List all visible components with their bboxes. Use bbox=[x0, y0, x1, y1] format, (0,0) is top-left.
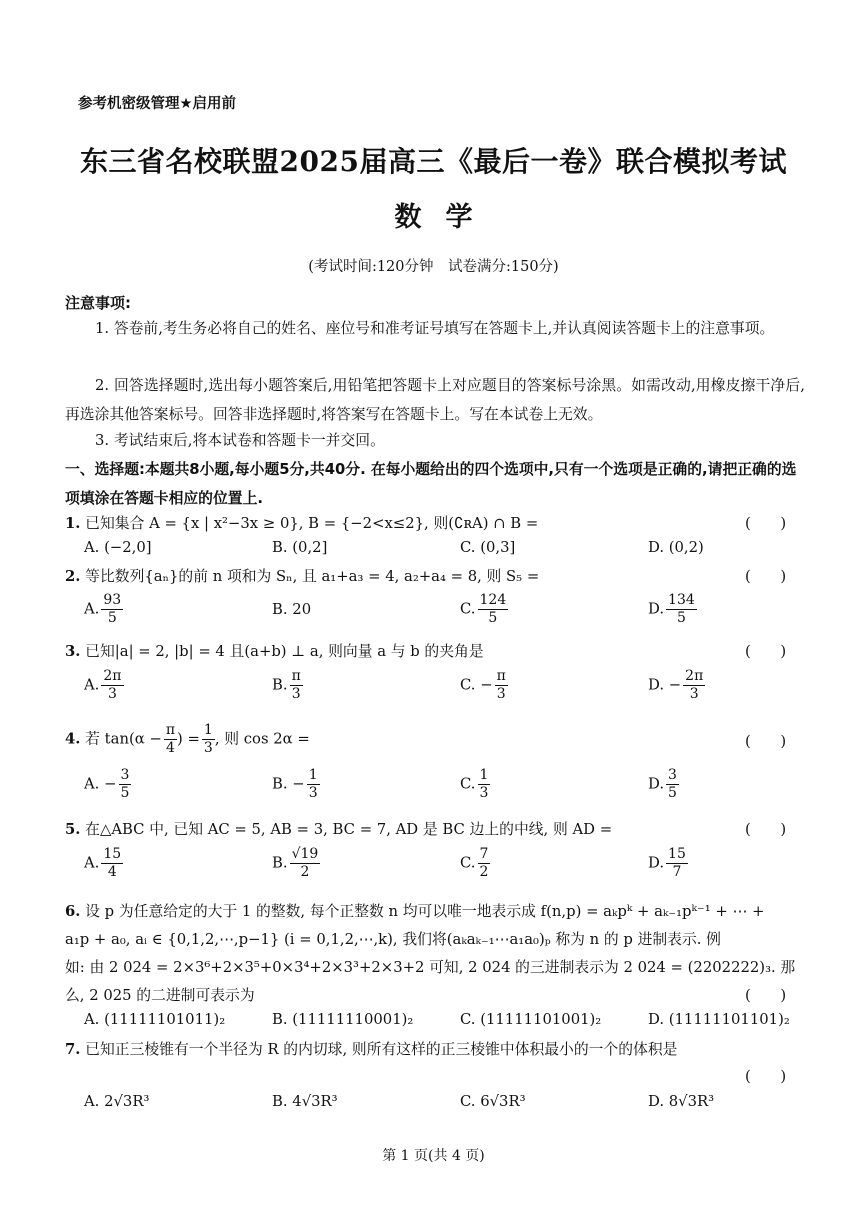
answer-paren: ( ) bbox=[745, 643, 787, 660]
answer-paren: ( ) bbox=[745, 733, 787, 750]
question-stem: 等比数列{aₙ}的前 n 项和为 Sₙ, 且 a₁+a₃ = 4, a₂+a₄ = 8, 则 S₅ = bbox=[85, 568, 540, 585]
question-number: 7. bbox=[65, 1041, 81, 1058]
question-1 bbox=[65, 512, 538, 533]
question-3 bbox=[65, 640, 484, 661]
option-a: A. − $\frac{3}{5}$ bbox=[84, 767, 130, 801]
option-a: A. (−2,0] bbox=[84, 539, 152, 556]
option-c: C. $\frac{1}{3}$ bbox=[460, 767, 489, 801]
option-b: B. 4√3R³ bbox=[272, 1093, 338, 1110]
page-footer: 第 1 页(共 4 页) bbox=[382, 1148, 485, 1164]
question-number: 3. bbox=[65, 643, 81, 660]
answer-paren: ( ) bbox=[745, 821, 787, 838]
option-c: C. (0,3] bbox=[460, 539, 516, 556]
confidential-label: 参考机密级管理★启用前 bbox=[78, 96, 236, 112]
question-stem: 在△ABC 中, 已知 AC = 5, AB = 3, BC = 7, AD 是 BC 边上的中线, 则 AD = bbox=[85, 821, 613, 838]
exam-info: (考试时间:120分钟 试卷满分:150分) bbox=[308, 259, 559, 275]
note-item: 1. 答卷前,考生务必将自己的姓名、座位号和准考证号填写在答题卡上,并认真阅读答题卡上的注意事项。 bbox=[95, 320, 775, 337]
question-number: 4. bbox=[65, 730, 81, 748]
option-b: B. − $\frac{1}{3}$ bbox=[272, 767, 318, 801]
question-4: 4. 若 tan(α − $\frac{\pi}{4}$ ) = $\frac{1}{3}$ , 则 cos 2α = bbox=[65, 722, 310, 756]
question-number: 6. bbox=[65, 903, 81, 920]
question-6 bbox=[65, 900, 764, 921]
option-c: C. $\frac{124}{5}$ bbox=[460, 592, 507, 626]
option-a: A. $\frac{93}{5}$ bbox=[84, 592, 122, 626]
option-d: D. (11111101101)₂ bbox=[648, 1011, 790, 1028]
answer-paren: ( ) bbox=[745, 568, 787, 585]
question-stem: 已知集合 A = {x | x²−3x ≥ 0}, B = {−2<x≤2}, 则(∁ʀA) ∩ B = bbox=[85, 515, 539, 532]
note-item: 2. 回答选择题时,选出每小题答案后,用铅笔把答题卡上对应题目的答案标号涂黑。如需改动,用橡皮擦干净后,再选涂其他答案标号。回答非选择题时,将答案写在答题卡上。写在本试卷上无效。 bbox=[65, 377, 805, 423]
question-number: 5. bbox=[65, 821, 81, 838]
question-number: 2. bbox=[65, 568, 81, 585]
option-a: A. (11111101011)₂ bbox=[84, 1011, 226, 1028]
question-2 bbox=[65, 565, 539, 586]
option-b: B. (0,2] bbox=[272, 539, 328, 556]
option-a: A. $\frac{15}{4}$ bbox=[84, 846, 122, 880]
answer-paren: ( ) bbox=[745, 515, 787, 532]
option-b: B. 20 bbox=[272, 601, 312, 618]
option-d: D. 8√3R³ bbox=[648, 1093, 715, 1110]
option-d: D. $\frac{15}{7}$ bbox=[648, 846, 686, 880]
option-b: B. (11111110001)₂ bbox=[272, 1011, 414, 1028]
subject-title: 数学 bbox=[394, 202, 497, 233]
note-item: 3. 考试结束后,将本试卷和答题卡一并交回。 bbox=[95, 432, 385, 449]
option-a: A. $\frac{2\pi}{3}$ bbox=[84, 668, 122, 702]
option-c: C. 6√3R³ bbox=[460, 1093, 526, 1110]
option-d: D. $\frac{3}{5}$ bbox=[648, 767, 677, 801]
option-c: C. − $\frac{\pi}{3}$ bbox=[460, 668, 506, 702]
section-heading: 一、选择题:本题共8小题,每小题5分,共40分. 在每小题给出的四个选项中,只有一个选项是正确的,请把正确的选项填涂在答题卡相应的位置上. bbox=[65, 461, 797, 507]
question-stem-line: a₁p + a₀, aᵢ ∈ {0,1,2,⋯,p−1} (i = 0,1,2,⋯,k), 我们将(aₖaₖ₋₁⋯a₁a₀)ₚ 称为 n 的 p 进制表示. 例 bbox=[65, 931, 721, 948]
question-stem-line: 如: 由 2 024 = 2×3⁶+2×3⁵+0×3⁴+2×3³+2×3+2 可知, 2 024 的三进制表示为 2 024 = (2202222)₃. 那 bbox=[65, 959, 796, 976]
option-b: B. $\frac{\pi}{3}$ bbox=[272, 668, 301, 702]
question-stem: 已知|a| = 2, |b| = 4 且(a+b) ⊥ a, 则向量 a 与 b 的夹角是 bbox=[85, 643, 484, 660]
answer-paren: ( ) bbox=[745, 1068, 787, 1085]
question-stem: 已知正三棱锥有一个半径为 R 的内切球, 则所有这样的正三棱锥中体积最小的一个的体积是 bbox=[85, 1041, 678, 1058]
answer-paren: ( ) bbox=[745, 987, 787, 1004]
question-5 bbox=[65, 818, 612, 839]
question-stem-line: 设 p 为任意给定的大于 1 的整数, 每个正整数 n 均可以唯一地表示成 f(n,p) = aₖpᵏ + aₖ₋₁pᵏ⁻¹ + ⋯ + bbox=[85, 903, 765, 920]
option-d: D. − $\frac{2\pi}{3}$ bbox=[648, 668, 704, 702]
option-c: C. (11111101001)₂ bbox=[460, 1011, 602, 1028]
option-b: B. $\frac{√19}{2}$ bbox=[272, 846, 319, 880]
question-7 bbox=[65, 1038, 677, 1059]
option-d: D. $\frac{134}{5}$ bbox=[648, 592, 695, 626]
option-d: D. (0,2) bbox=[648, 539, 704, 556]
question-stem-line: 么, 2 025 的二进制可表示为 bbox=[65, 987, 255, 1004]
question-number: 1. bbox=[65, 515, 81, 532]
exam-title: 东三省名校联盟2025届高三《最后一卷》联合模拟考试 bbox=[80, 145, 787, 178]
option-a: A. 2√3R³ bbox=[84, 1093, 150, 1110]
notes-title: 注意事项: bbox=[65, 294, 131, 312]
option-c: C. $\frac{7}{2}$ bbox=[460, 846, 489, 880]
